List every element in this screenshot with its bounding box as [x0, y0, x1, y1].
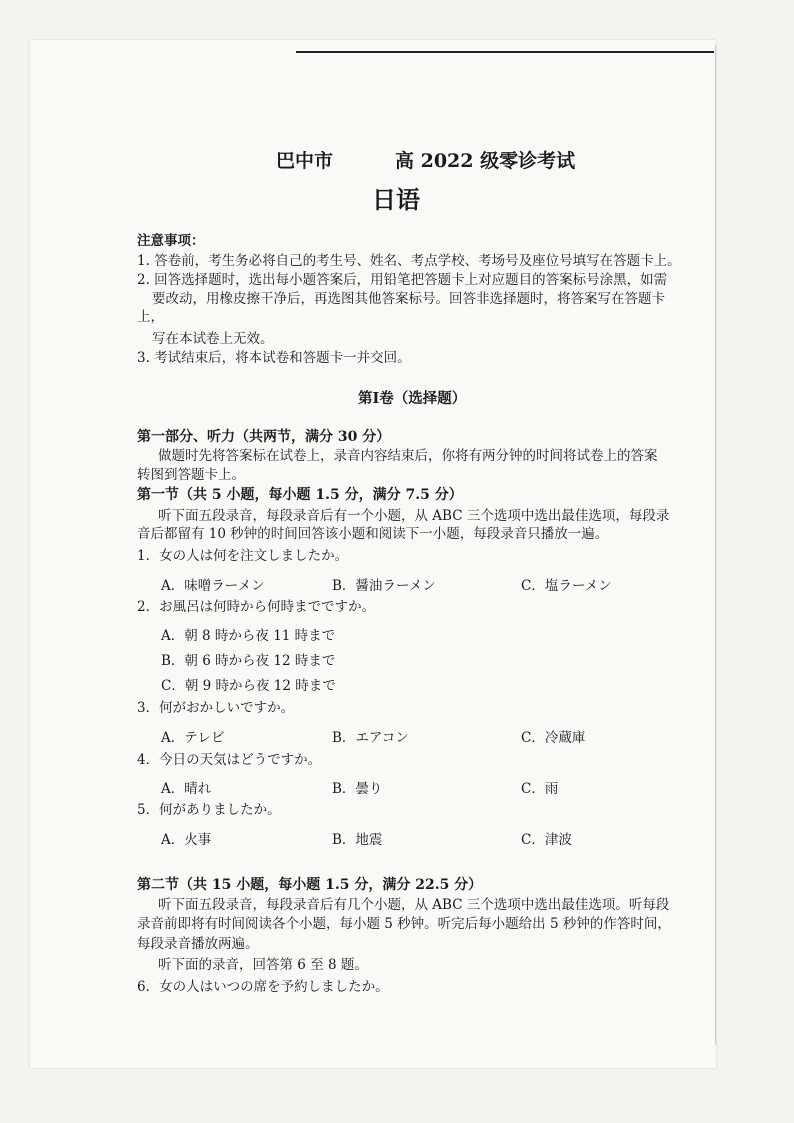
- question-5: 5．何がありましたか。: [137, 802, 281, 818]
- q3-option-c: C．冷蔵庫: [521, 730, 586, 746]
- section2-intro: 录音前即将有时间阅读各个小题，每小题 5 秒钟。听完后每小题给出 5 秒钟的作答时间，: [137, 916, 671, 932]
- note-line: 1. 答卷前，考生务必将自己的考生号、姓名、考点学校、考场号及座位号填写在答题卡上。: [137, 253, 681, 269]
- section1-intro: 听下面五段录音，每段录音后有一个小题，从 ABC 三个选项中选出最佳选项，每段录: [158, 508, 670, 524]
- section2-listen-prompt: 听下面的录音，回答第 6 至 8 题。: [158, 957, 368, 973]
- header-city: 巴中市: [276, 150, 334, 172]
- q4-option-b: B．曇り: [332, 781, 383, 797]
- question-1: 1．女の人は何を注文しましたか。: [137, 548, 349, 564]
- q1-option-b: B．醤油ラーメン: [332, 578, 436, 594]
- note-line: 上，: [137, 309, 164, 325]
- volume-title: 第Ⅰ卷（选择题）: [358, 390, 467, 407]
- notes-heading: 注意事项：: [137, 233, 205, 249]
- q4-option-c: C．雨: [521, 781, 559, 797]
- top-rule: [296, 51, 714, 53]
- page-edge: [715, 45, 716, 1045]
- q1-option-c: C．塩ラーメン: [521, 578, 612, 594]
- section2-intro: 听下面五段录音，每段录音后有几个小题，从 ABC 三个选项中选出最佳选项。听每段: [158, 897, 670, 913]
- q1-option-a: A．味噌ラーメン: [161, 578, 265, 594]
- part1-intro: 做题时先将答案标在试卷上，录音内容结束后，你将有两分钟的时间将试卷上的答案: [158, 448, 658, 464]
- q2-option-a: A．朝 8 時から夜 11 時まで: [161, 628, 336, 644]
- q3-option-b: B．エアコン: [332, 730, 409, 746]
- section2-intro: 每段录音播放两遍。: [137, 936, 259, 952]
- q2-option-b: B．朝 6 時から夜 12 時まで: [161, 653, 336, 669]
- q5-option-c: C．津波: [521, 832, 572, 848]
- q5-option-a: A．火事: [161, 832, 212, 848]
- q4-option-a: A．晴れ: [161, 781, 212, 797]
- q2-option-c: C．朝 9 時から夜 12 時まで: [161, 678, 336, 694]
- q3-option-a: A．テレビ: [161, 730, 225, 746]
- q5-option-b: B．地震: [332, 832, 383, 848]
- section1-intro: 音后都留有 10 秒钟的时间回答该小题和阅读下一小题，每段录音只播放一遍。: [137, 526, 609, 542]
- note-line: 写在本试卷上无效。: [152, 331, 274, 347]
- part1-heading: 第一部分、听力（共两节，满分 30 分）: [137, 429, 391, 445]
- note-line: 2. 回答选择题时，选出每小题答案后，用铅笔把答题卡上对应题目的答案标号涂黑，如需: [137, 272, 668, 288]
- note-line: 要改动，用橡皮擦干净后，再选图其他答案标号。回答非选择题时，将答案写在答题卡: [152, 291, 665, 307]
- part1-intro: 转图到答题卡上。: [137, 467, 245, 483]
- question-2: 2．お風呂は何時から何時までですか。: [137, 599, 376, 615]
- note-line: 3. 考试结束后，将本试卷和答题卡一并交回。: [137, 350, 411, 366]
- question-4: 4．今日の天気はどうですか。: [137, 752, 322, 768]
- header-subject: 日语: [372, 185, 420, 214]
- section2-heading: 第二节（共 15 小题，每小题 1.5 分，满分 22.5 分）: [137, 877, 483, 893]
- question-6: 6．女の人はいつの席を予約しましたか。: [137, 979, 389, 995]
- header-title: 高 2022 级零诊考试: [395, 150, 576, 172]
- section1-heading: 第一节（共 5 小题，每小题 1.5 分，满分 7.5 分）: [137, 487, 463, 503]
- question-3: 3．何がおかしいですか。: [137, 700, 295, 716]
